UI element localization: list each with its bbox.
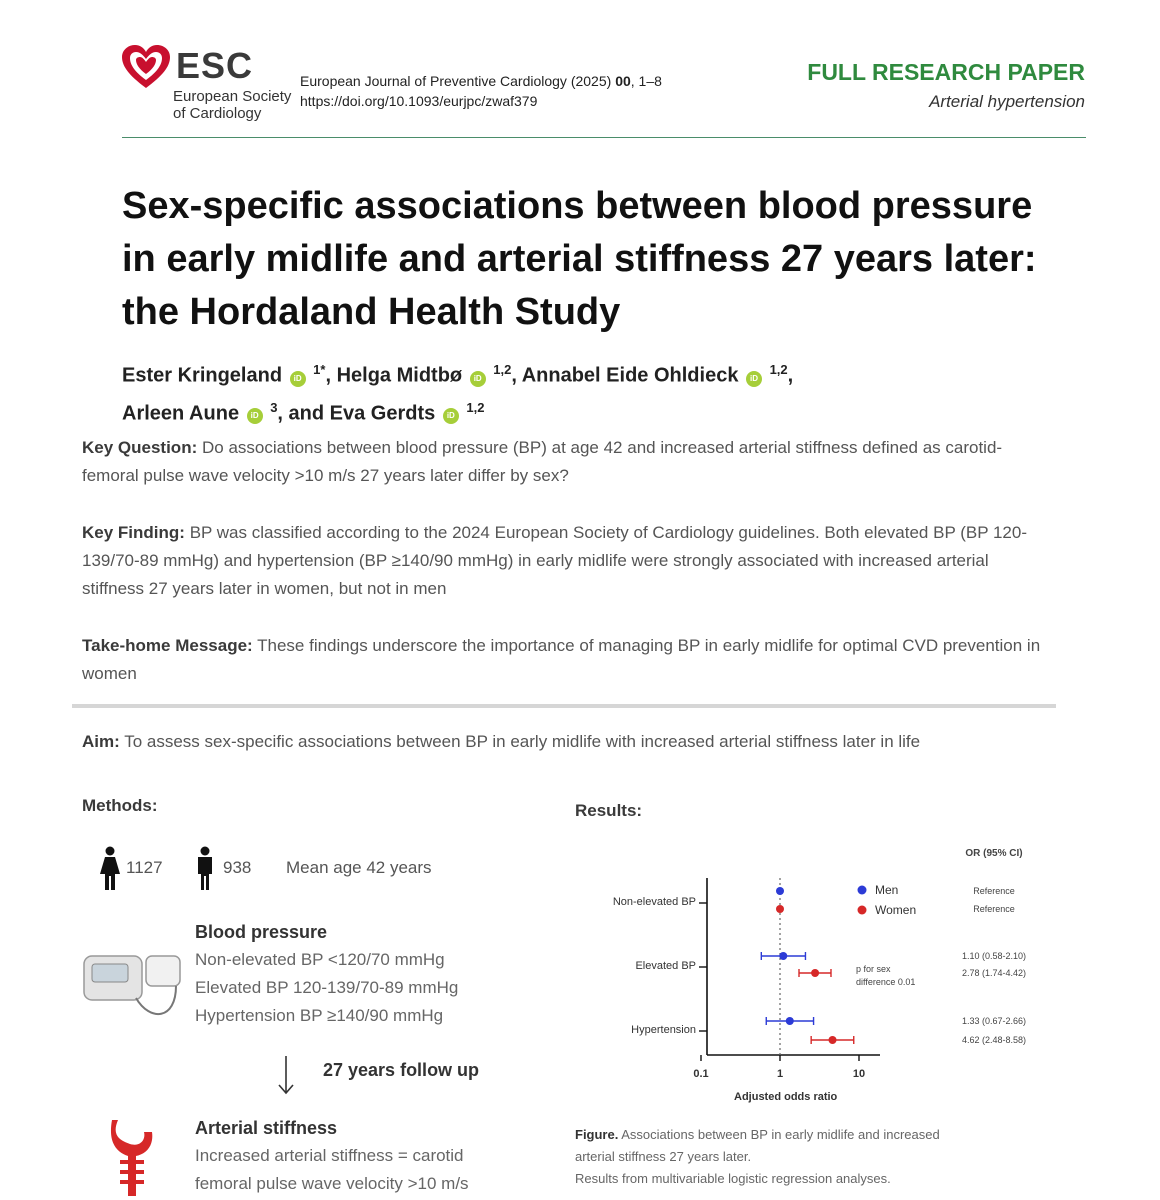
legend-marker	[858, 906, 867, 915]
author-name[interactable]: Arleen Aune	[122, 402, 240, 425]
key-question-label: Key Question:	[82, 438, 198, 457]
author-separator: ,	[511, 364, 522, 387]
x-tick-label: 1	[776, 1068, 784, 1080]
society-name-line1: European Society	[173, 88, 292, 105]
author-name[interactable]: Eva Gerdts	[329, 402, 436, 425]
ci-value-label: 2.78 (1.74-4.42)	[961, 968, 1027, 978]
man-icon	[194, 846, 216, 892]
ci-value-label: Reference	[973, 886, 1015, 896]
blood-pressure-monitor-icon	[80, 942, 192, 1024]
author-name[interactable]: Helga Midtbø	[336, 364, 463, 387]
woman-icon	[98, 846, 122, 892]
women-count: 1127	[126, 858, 163, 877]
x-axis-label: Adjusted odds ratio	[734, 1091, 838, 1103]
society-name	[173, 88, 291, 122]
data-point	[786, 1017, 794, 1025]
orcid-icon[interactable]: iD	[247, 408, 263, 424]
esc-heart-logo-icon	[120, 44, 172, 90]
author-separator: , and	[277, 402, 330, 425]
author-name[interactable]: Ester Kringeland	[122, 364, 283, 387]
follow-up-label: 27 years follow up	[323, 1060, 480, 1080]
author-separator: ,	[787, 364, 794, 387]
author-affiliation: 1*	[313, 362, 326, 377]
mean-age: Mean age 42 years	[286, 858, 432, 877]
author-affiliation: 3	[270, 399, 278, 415]
bp-heading: Blood pressure	[195, 922, 328, 942]
x-tick-label: 10	[852, 1068, 866, 1080]
author-name[interactable]: Annabel Eide Ohldieck	[521, 364, 739, 387]
key-question	[82, 434, 1042, 490]
society-name-line2: of Cardiology	[173, 105, 262, 122]
paper-subject: Arterial hypertension	[929, 92, 1085, 111]
stiffness-heading: Arterial stiffness	[195, 1118, 338, 1138]
bp-category-line: Hypertension BP ≥140/90 mmHg	[195, 1006, 444, 1025]
journal-citation	[300, 71, 662, 111]
author-affiliation: 1,2	[466, 399, 485, 415]
ci-header: OR (95% CI)	[965, 848, 1023, 859]
doi-link[interactable]: https://doi.org/10.1093/eurjpc/zwaf379	[300, 93, 538, 109]
blood-pressure-block	[195, 918, 458, 1030]
ci-value-label: 1.33 (0.67-2.66)	[961, 1016, 1027, 1026]
orcid-icon[interactable]: iD	[470, 371, 486, 387]
section-divider	[72, 704, 1056, 708]
journal-pages: , 1–8	[630, 73, 662, 89]
legend-label: Men	[875, 883, 899, 897]
y-category-label: Hypertension	[631, 1024, 696, 1036]
data-point	[811, 969, 819, 977]
caption-text: arterial stiffness 27 years later.	[575, 1149, 752, 1164]
arterial-stiffness-block	[195, 1114, 469, 1198]
data-point	[779, 952, 787, 960]
header-divider	[122, 137, 1086, 138]
sex-difference-annotation: p for sex	[856, 964, 891, 974]
take-home-message	[82, 632, 1042, 688]
figure-caption	[575, 1124, 1035, 1190]
data-point	[829, 1036, 837, 1044]
journal-name: European Journal of Preventive Cardiology (2025)	[300, 73, 612, 89]
aim	[82, 732, 1042, 752]
orcid-icon[interactable]: iD	[746, 371, 762, 387]
data-point	[776, 905, 784, 913]
aorta-icon	[106, 1118, 162, 1198]
author-list	[122, 354, 1082, 429]
ci-value-label: 1.10 (0.58-2.10)	[961, 951, 1027, 961]
ci-value-label: 4.62 (2.48-8.58)	[961, 1035, 1027, 1045]
legend-marker	[858, 886, 867, 895]
caption-text: Results from multivariable logistic regression analyses.	[575, 1171, 891, 1186]
article-title: Sex-specific associations between blood pressure in early midlife and arterial stiffness 27 years later: the Hordaland Health Study	[122, 185, 1037, 333]
legend-label: Women	[875, 903, 917, 917]
key-finding-text: BP was classified according to the 2024 European Society of Cardiology guidelines. Both elevated BP (BP 120-139/70-89 mmHg) and hypertension (BP ≥140/90 mmHg) in early midlife were strongly associated with increased arterial stiffness 27 years later in women, but not in men	[82, 523, 1027, 598]
esc-logo-text: ESC	[176, 45, 254, 86]
forest-plot	[560, 830, 1060, 1120]
key-finding	[82, 519, 1042, 603]
author-affiliation: 1,2	[769, 362, 788, 377]
author-affiliation: 1,2	[493, 362, 512, 377]
y-category-label: Non-elevated BP	[612, 896, 696, 908]
aim-text: To assess sex-specific associations between BP in early midlife with increased arterial stiffness later in life	[124, 732, 921, 751]
methods-heading: Methods:	[82, 796, 158, 815]
ci-value-label: Reference	[973, 904, 1015, 914]
men-count: 938	[223, 858, 252, 877]
results-heading: Results:	[575, 801, 643, 820]
author-separator: ,	[325, 364, 337, 387]
paper-type: FULL RESEARCH PAPER	[807, 59, 1085, 85]
x-tick-label: 0.1	[693, 1068, 709, 1080]
key-finding-label: Key Finding:	[82, 523, 185, 542]
stiffness-line: Increased arterial stiffness = carotid	[195, 1146, 464, 1165]
caption-label: Figure.	[575, 1127, 619, 1142]
sex-difference-annotation: difference 0.01	[856, 977, 916, 987]
aim-label: Aim:	[82, 732, 120, 751]
down-arrow-icon	[276, 1054, 296, 1096]
journal-volume: 00	[615, 73, 631, 89]
take-home-label: Take-home Message:	[82, 636, 253, 655]
take-home-text: These findings underscore the importance of managing BP in early midlife for optimal CVD prevention in women	[82, 636, 1041, 683]
orcid-icon[interactable]: iD	[290, 371, 306, 387]
caption-text: Associations between BP in early midlife and increased	[621, 1127, 940, 1142]
bp-category-line: Non-elevated BP <120/70 mmHg	[195, 950, 445, 969]
key-question-text: Do associations between blood pressure (BP) at age 42 and increased arterial stiffness defined as carotid-femoral pulse wave velocity >10 m/s 27 years later differ by sex?	[82, 438, 1003, 485]
y-category-label: Elevated BP	[635, 960, 696, 972]
data-point	[776, 887, 784, 895]
bp-category-line: Elevated BP 120-139/70-89 mmHg	[195, 978, 459, 997]
orcid-icon[interactable]: iD	[443, 408, 459, 424]
stiffness-line: femoral pulse wave velocity >10 m/s	[195, 1174, 469, 1193]
